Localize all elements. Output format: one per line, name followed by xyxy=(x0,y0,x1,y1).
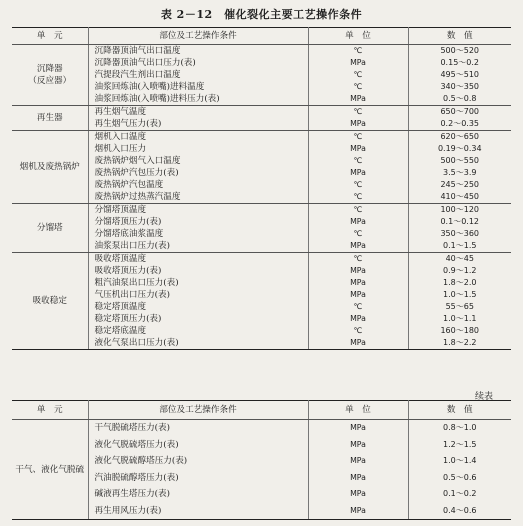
main-table xyxy=(12,27,511,350)
condition-cell: 沉降器顶油气出口压力(表) xyxy=(88,57,308,69)
measure-unit-cell: ℃ xyxy=(308,204,408,217)
value-cell: 0.9～1.2 xyxy=(443,266,477,275)
measure-unit-cell: ℃ xyxy=(308,191,408,204)
measure-unit-cell: MPa xyxy=(308,313,408,325)
condition-cell: 液化气脱硫醇塔压力(表) xyxy=(88,453,308,470)
unit-cell xyxy=(12,420,88,520)
condition-cell: 液化气泵出口压力(表) xyxy=(88,337,308,350)
condition-cell: 油浆回炼油(入喷嘴)进料压力(表) xyxy=(88,93,308,106)
unit-name: 沉降器 xyxy=(36,64,63,74)
header-unit: 单 元 xyxy=(12,401,88,420)
value-cell: 0.4～0.6 xyxy=(408,503,511,520)
condition-cell: 液化气脱硫塔压力(表) xyxy=(88,437,308,454)
value-cell: 340～350 xyxy=(440,82,480,91)
unit-cell xyxy=(12,253,88,350)
value-cell: 245～250 xyxy=(440,180,480,189)
condition-cell: 稳定塔底温度 xyxy=(88,325,308,337)
value-cell: 160～180 xyxy=(440,326,480,335)
value-cell: 1.0～1.4 xyxy=(443,456,477,466)
value-cell: 620～650 xyxy=(440,132,480,141)
measure-unit-cell: MPa xyxy=(308,420,408,437)
condition-cell: 废热锅炉过热蒸汽温度 xyxy=(88,191,308,204)
value-cell: 495～510 xyxy=(440,70,480,79)
measure-unit-cell: ℃ xyxy=(308,301,408,313)
condition-cell: 干气脱硫塔压力(表) xyxy=(88,420,308,437)
table-row xyxy=(12,45,511,58)
condition-cell: 吸收塔顶温度 xyxy=(88,253,308,266)
condition-cell: 油浆泵出口压力(表) xyxy=(88,240,308,253)
condition-cell: 烟机入口温度 xyxy=(88,131,308,144)
measure-unit-cell: MPa xyxy=(308,216,408,228)
table-row xyxy=(12,204,511,217)
condition-cell: 碱液再生塔压力(表) xyxy=(88,486,308,503)
continued-table-body xyxy=(12,420,511,520)
measure-unit-cell: MPa xyxy=(308,470,408,487)
condition-cell: 再生用风压力(表) xyxy=(88,503,308,520)
unit-cell xyxy=(12,131,88,204)
condition-cell: 废热锅炉汽包温度 xyxy=(88,179,308,191)
value-cell: 40～45 xyxy=(445,254,474,263)
measure-unit-cell: ℃ xyxy=(308,155,408,167)
value-cell: 0.1～0.12 xyxy=(440,217,480,226)
condition-cell: 烟机入口压力 xyxy=(88,143,308,155)
header-unit: 单 元 xyxy=(12,28,88,45)
measure-unit-cell: MPa xyxy=(308,289,408,301)
unit-name: 分馏塔 xyxy=(36,223,63,233)
measure-unit-cell: MPa xyxy=(308,240,408,253)
continued-label: 续表 xyxy=(474,392,493,402)
condition-cell: 分馏塔顶压力(表) xyxy=(88,216,308,228)
unit-cell xyxy=(12,204,88,253)
value-cell: 350～360 xyxy=(440,229,480,238)
table-row xyxy=(12,131,511,144)
value-cell: 100～120 xyxy=(440,205,480,214)
measure-unit-cell: MPa xyxy=(308,57,408,69)
condition-cell: 稳定塔顶压力(表) xyxy=(88,313,308,325)
value-cell: 0.15～0.2 xyxy=(440,58,480,67)
measure-unit-cell: MPa xyxy=(308,503,408,520)
value-cell: 500～520 xyxy=(440,46,480,55)
header-condition: 部位及工艺操作条件 xyxy=(88,28,308,45)
condition-cell: 废热锅炉烟气入口温度 xyxy=(88,155,308,167)
value-cell: 0.19～0.34 xyxy=(437,144,482,153)
value-cell: 55～65 xyxy=(445,302,474,311)
measure-unit-cell: ℃ xyxy=(308,325,408,337)
measure-unit-cell: MPa xyxy=(308,118,408,131)
value-cell: 0.1～0.2 xyxy=(443,489,477,499)
table-row xyxy=(12,253,511,266)
measure-unit-cell: MPa xyxy=(308,93,408,106)
condition-cell: 再生烟气压力(表) xyxy=(88,118,308,131)
condition-cell: 分馏塔底油浆温度 xyxy=(88,228,308,240)
value-cell: 0.2～0.35 xyxy=(408,118,511,131)
condition-cell: 再生烟气温度 xyxy=(88,106,308,119)
unit-name: 吸收稳定 xyxy=(32,296,67,306)
table-row xyxy=(12,420,511,437)
value-cell: 650～700 xyxy=(440,107,480,116)
header-row xyxy=(12,401,511,420)
condition-cell: 废热锅炉汽包压力(表) xyxy=(88,167,308,179)
unit-name: 烟机及废热锅炉 xyxy=(19,162,80,172)
unit-subname: （反应器） xyxy=(28,76,72,86)
measure-unit-cell: MPa xyxy=(308,337,408,350)
condition-cell: 吸收塔顶压力(表) xyxy=(88,265,308,277)
value-cell: 410～450 xyxy=(408,191,511,204)
unit-name: 再生器 xyxy=(36,113,63,123)
header-row xyxy=(12,28,511,45)
condition-cell: 沉降器顶油气出口温度 xyxy=(88,45,308,58)
value-cell: 1.0～1.1 xyxy=(443,314,477,323)
value-cell: 1.2～1.5 xyxy=(443,439,477,449)
measure-unit-cell: ℃ xyxy=(308,69,408,81)
unit-name: 干气、液化气脱硫 xyxy=(15,464,85,475)
measure-unit-cell: ℃ xyxy=(308,253,408,266)
value-cell: 0.5～0.8 xyxy=(408,93,511,106)
condition-cell: 气压机出口压力(表) xyxy=(88,289,308,301)
condition-cell: 油浆回炼油(入喷嘴)进料温度 xyxy=(88,81,308,93)
value-cell: 0.1～1.5 xyxy=(408,240,511,253)
measure-unit-cell: ℃ xyxy=(308,106,408,119)
measure-unit-cell: MPa xyxy=(308,486,408,503)
measure-unit-cell: ℃ xyxy=(308,131,408,144)
condition-cell: 汽油脱硫醇塔压力(表) xyxy=(88,470,308,487)
measure-unit-cell: ℃ xyxy=(308,179,408,191)
value-cell: 1.8～2.0 xyxy=(443,278,477,287)
measure-unit-cell: ℃ xyxy=(308,45,408,58)
continued-table xyxy=(12,400,511,520)
value-cell: 0.5～0.6 xyxy=(443,472,477,482)
value-cell: 500～550 xyxy=(440,156,480,165)
value-cell: 0.8～1.0 xyxy=(443,423,477,433)
measure-unit-cell: MPa xyxy=(308,437,408,454)
table-row xyxy=(12,106,511,119)
condition-cell: 分馏塔顶温度 xyxy=(88,204,308,217)
measure-unit-cell: ℃ xyxy=(308,81,408,93)
header-value: 数 值 xyxy=(408,401,511,420)
value-cell: 1.0～1.5 xyxy=(443,290,477,299)
header-measure-unit: 单 位 xyxy=(308,28,408,45)
condition-cell: 汽提段汽生剂出口温度 xyxy=(88,69,308,81)
measure-unit-cell: MPa xyxy=(308,453,408,470)
header-condition: 部位及工艺操作条件 xyxy=(88,401,308,420)
measure-unit-cell: MPa xyxy=(308,143,408,155)
measure-unit-cell: MPa xyxy=(308,265,408,277)
header-value: 数 值 xyxy=(408,28,511,45)
unit-cell xyxy=(12,106,88,131)
header-measure-unit: 单 位 xyxy=(308,401,408,420)
value-cell: 1.8～2.2 xyxy=(408,337,511,350)
measure-unit-cell: MPa xyxy=(308,167,408,179)
condition-cell: 粗汽油泵出口压力(表) xyxy=(88,277,308,289)
main-table-body xyxy=(12,45,511,350)
condition-cell: 稳定塔顶温度 xyxy=(88,301,308,313)
measure-unit-cell: ℃ xyxy=(308,228,408,240)
table-title: 表 2－12 催化裂化主要工艺操作条件 xyxy=(160,8,363,21)
measure-unit-cell: MPa xyxy=(308,277,408,289)
unit-cell xyxy=(12,45,88,106)
value-cell: 3.5～3.9 xyxy=(443,168,477,177)
